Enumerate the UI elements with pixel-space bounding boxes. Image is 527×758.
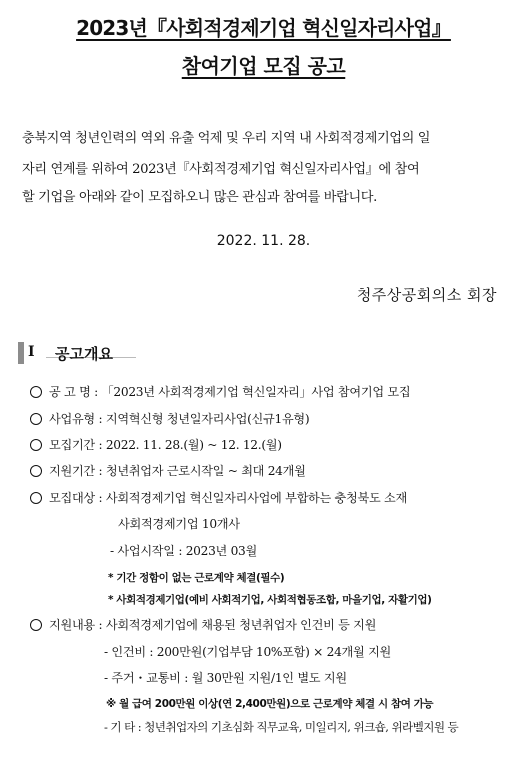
item-content	[30, 616, 376, 633]
section-number: I	[28, 344, 35, 360]
item-labor: - 인건비 : 200만원(기업부담 10%포함) × 24개월 지원	[104, 645, 392, 659]
item-housing: - 주거・교통비 : 월 30만원 지원/1인 별도 지원	[104, 671, 347, 685]
intro-line-3: 할 기업을 아래와 같이 모집하오니 많은 관심과 참여를 바랍니다.	[22, 190, 377, 205]
notice-title-text: 2023년『사회적경제기업 혁신일자리사업』	[76, 16, 451, 40]
notice-date: 2022. 11. 28.	[216, 233, 311, 249]
notice-title-line1	[0, 12, 527, 41]
note-contract: * 기간 정함이 없는 근로계약 체결(필수)	[108, 572, 285, 584]
circle-bullet-icon	[30, 465, 42, 477]
item-support-period	[30, 462, 306, 479]
signature: 청주상공회의소 회장	[356, 286, 497, 304]
circle-bullet-icon	[30, 413, 42, 425]
circle-bullet-icon	[30, 386, 42, 398]
item-type	[30, 410, 309, 427]
item-period	[30, 436, 282, 453]
item-project	[30, 383, 410, 400]
intro-line-1: 충북지역 청년인력의 역외 유출 억제 및 우리 지역 내 사회적경제기업의 일	[22, 131, 431, 146]
note-enterprise: * 사회적경제기업(예비 사회적기업, 사회적협동조합, 마을기업, 자활기업)	[108, 594, 432, 606]
notice-subtitle-text: 참여기업 모집 공고	[181, 54, 346, 78]
note-salary: ※ 월 급여 200만원 이상(연 2,400만원)으로 근로계약 체결 시 참여 가능	[106, 698, 434, 710]
section-marker	[18, 342, 24, 364]
item-target-text: 모집대상 : 사회적경제기업 혁신일자리사업에 부합하는 충청북도 소재	[49, 491, 407, 505]
item-type-text: 사업유형 : 지역혁신형 청년일자리사업(신규1유형)	[49, 412, 310, 426]
item-target	[30, 489, 407, 506]
circle-bullet-icon	[30, 619, 42, 631]
item-support-period-text: 지원기간 : 청년취업자 근로시작일 ~ 최대 24개월	[49, 464, 306, 478]
item-etc: - 기 타 : 청년취업자의 기초심화 직무교육, 미일리지, 위크숍, 위라벨지원 등	[104, 720, 459, 734]
item-period-text: 모집기간 : 2022. 11. 28.(월) ~ 12. 12.(월)	[49, 438, 282, 452]
item-target-cont: 사회적경제기업 10개사	[118, 517, 240, 531]
item-project-text: 공 고 명 : 「2023년 사회적경제기업 혁신일자리」사업 참여기업 모집	[49, 385, 411, 399]
section-title: 공고개요	[55, 345, 113, 363]
circle-bullet-icon	[30, 439, 42, 451]
circle-bullet-icon	[30, 492, 42, 504]
item-start: - 사업시작일 : 2023년 03월	[110, 544, 257, 558]
item-content-text: 지원내용 : 사회적경제기업에 채용된 청년취업자 인건비 등 지원	[49, 618, 377, 632]
notice-title-line2	[0, 50, 527, 79]
intro-line-2: 자리 연계를 위하여 2023년『사회적경제기업 혁신일자리사업』에 참여	[22, 162, 420, 177]
